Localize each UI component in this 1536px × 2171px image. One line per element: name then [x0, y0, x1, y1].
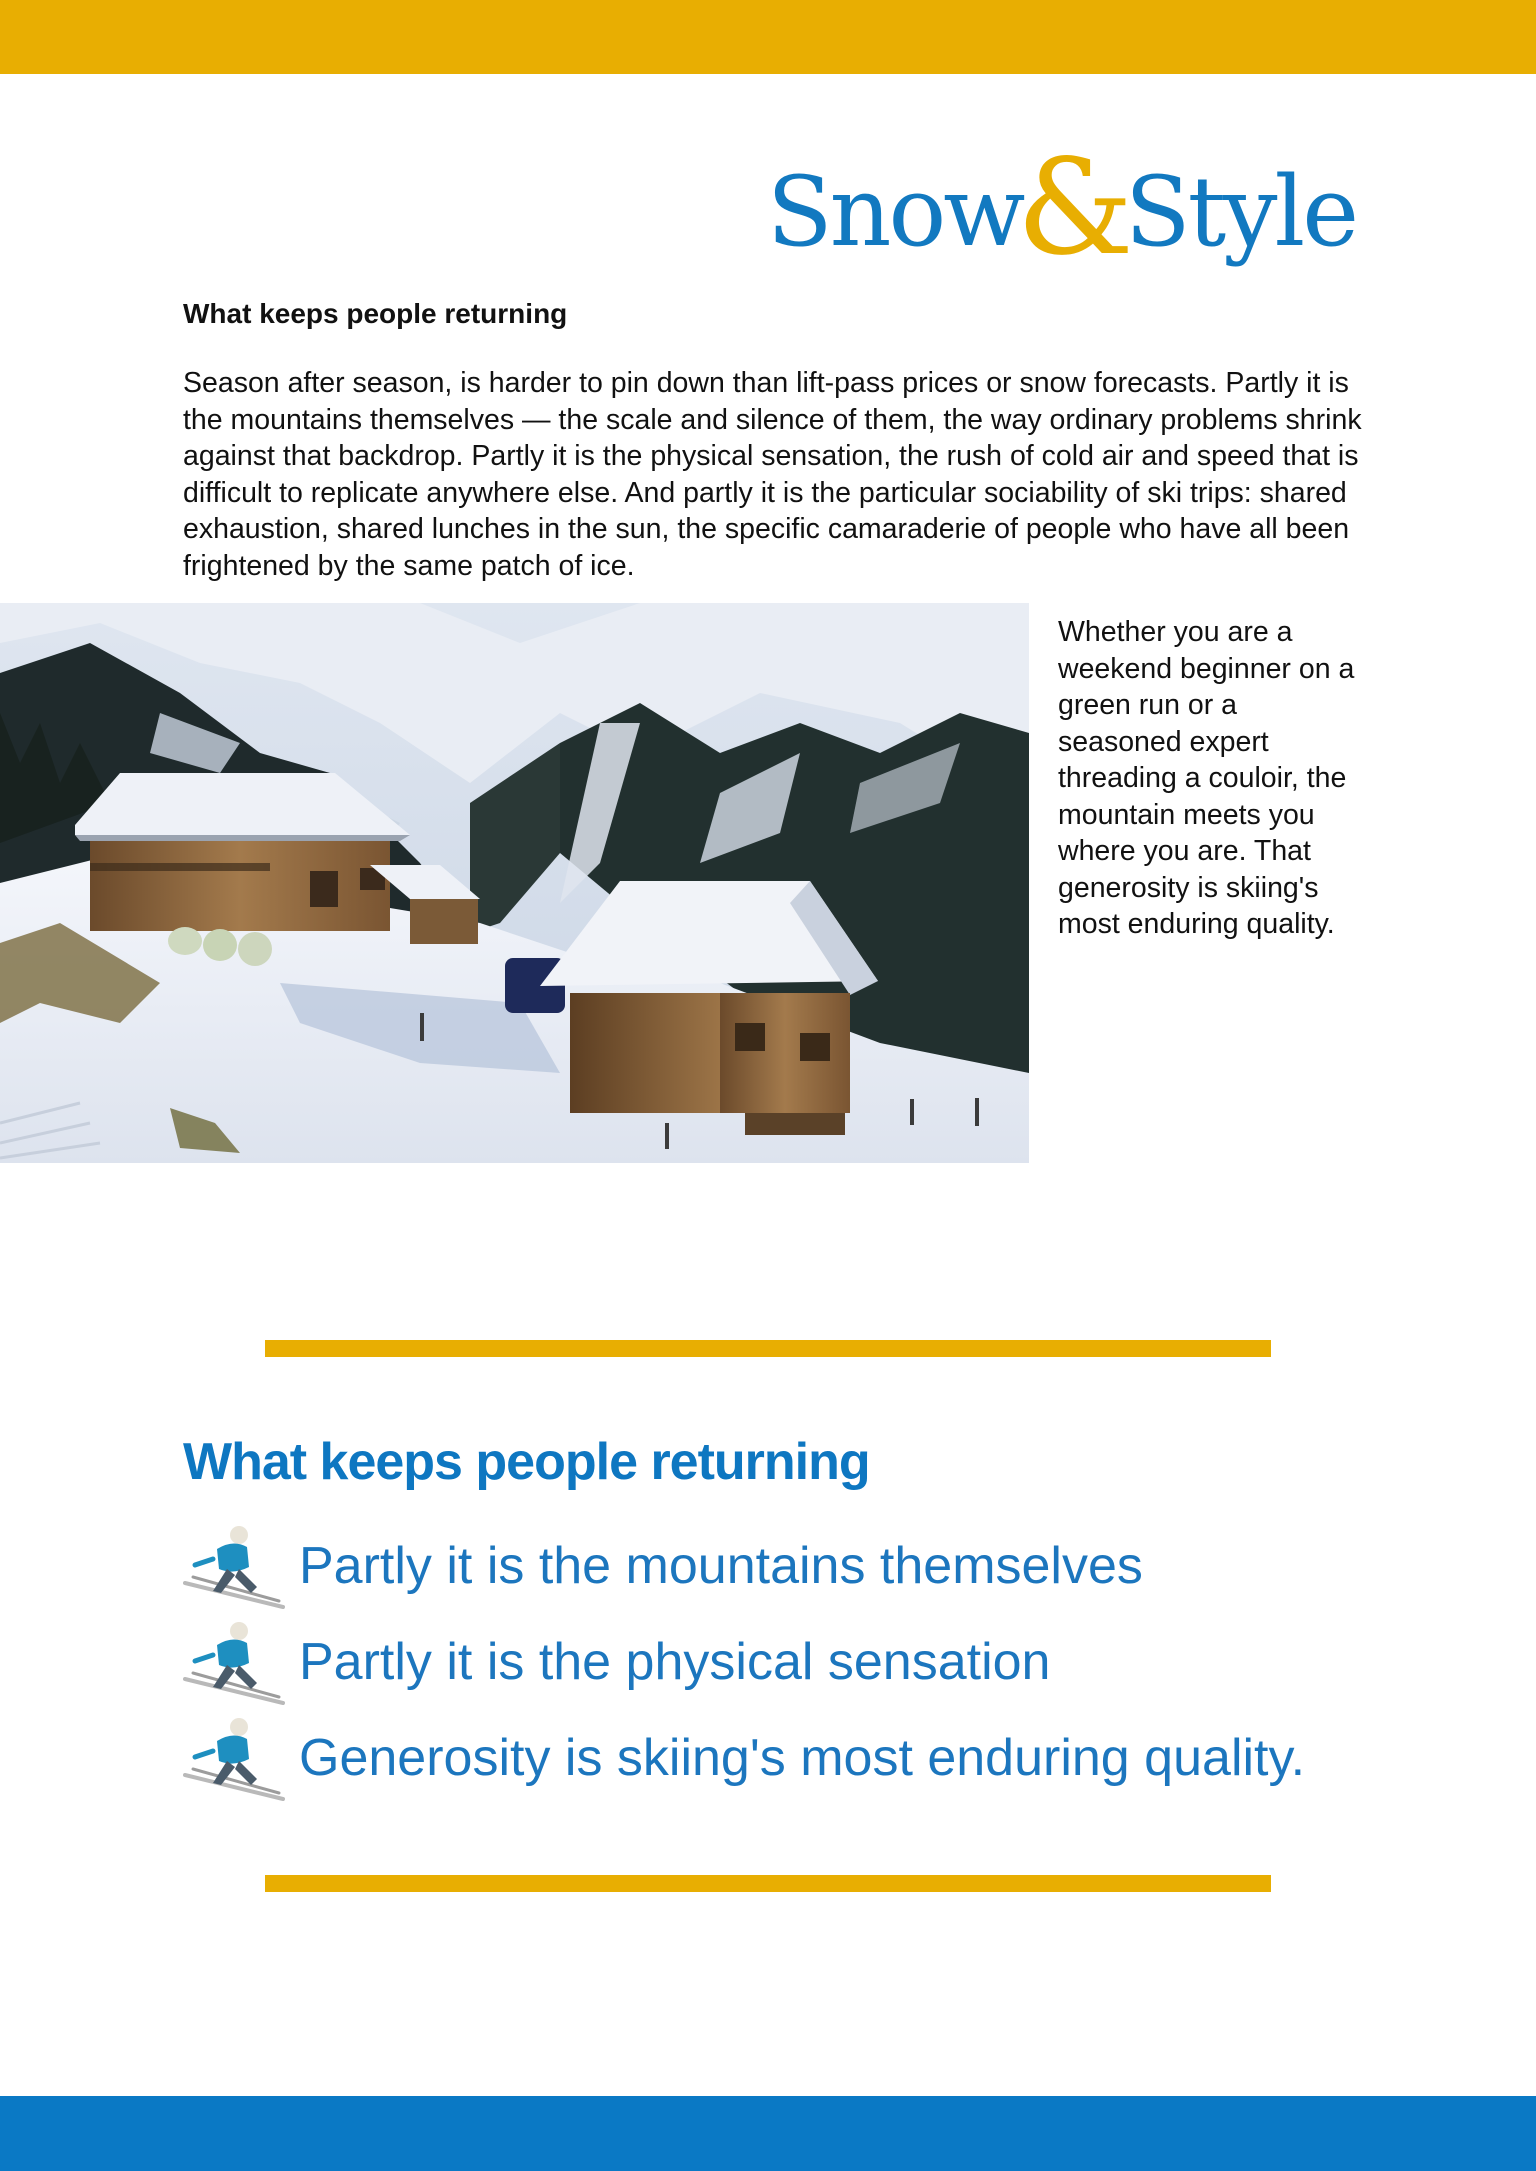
skier-icon: [183, 1713, 289, 1803]
summary-list: [183, 1518, 1433, 1806]
list-item-text: Partly it is the physical sensation: [299, 1633, 1051, 1691]
top-accent-bar: [0, 0, 1536, 74]
skier-icon: [183, 1521, 289, 1611]
list-item-text: Generosity is skiing's most enduring quality.: [299, 1729, 1306, 1787]
logo-word-style: Style: [1124, 156, 1356, 268]
logo-ampersand: &: [1016, 131, 1131, 285]
chalet-photo: [0, 603, 1029, 1163]
article-paragraph: Season after season, is harder to pin down than lift-pass prices or snow forecasts. Partly it is the mountains themselves — the scale and silence of them, the way ordinary problems shrink against that backdrop. Partly it is the physical sensation, the rush of cold air and speed that is difficult to replicate anywhere else. And partly it is the particular sociability of ski trips: shared exhaustion, shared lunches in the sun, the specific camaraderie of people who have all been frightened by the same patch of ice.: [183, 367, 1362, 582]
summary-title: What keeps people returning: [183, 1433, 870, 1491]
list-item: [183, 1518, 1433, 1614]
bottom-accent-bar: [0, 2096, 1536, 2171]
gold-divider-top: [265, 1340, 1271, 1357]
article-heading: What keeps people returning: [183, 298, 568, 329]
gold-divider-bottom: [265, 1875, 1271, 1892]
list-item-text: Partly it is the mountains themselves: [299, 1537, 1143, 1595]
skier-icon: [183, 1617, 289, 1707]
list-item: [183, 1710, 1433, 1806]
side-paragraph: Whether you are a weekend beginner on a green run or a seasoned expert threading a couloir, the mountain meets you where you are. That generosity is skiing's most enduring quality.: [1058, 616, 1355, 940]
list-item: [183, 1614, 1433, 1710]
snow-and-style-logo: [766, 128, 1356, 285]
logo-word-snow: Snow: [766, 156, 1023, 268]
